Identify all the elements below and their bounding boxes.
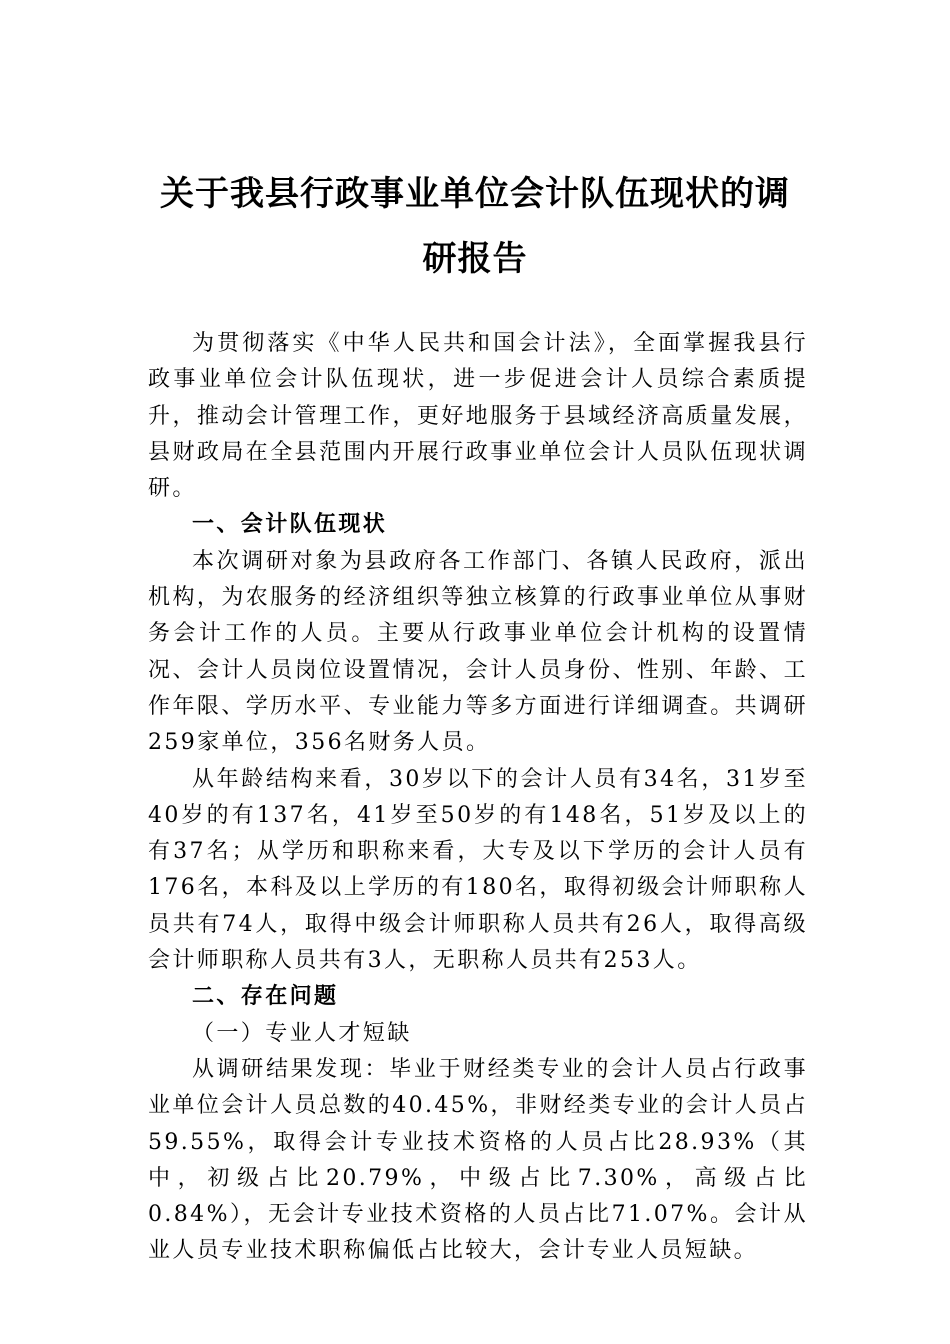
section-1-heading: 一、会计队伍现状 (192, 512, 388, 538)
intro-paragraph: 为贯彻落实《中华人民共和国会计法》，全面掌握我县行政事业单位会计队伍现状，进一步促进会计人员综合素质提升，推动会计管理工作，更好地服务于县域经济高质量发展，县财政局在全县范围内开展行政事业单位会计人员队伍现状调研。 (148, 331, 808, 502)
section-2-paragraph-1: 从调研结果发现：毕业于财经类专业的会计人员占行政事业单位会计人员总数的40.45%，非财经类专业的会计人员占59.55%，取得会计专业技术资格的人员占比28.93%（其中，初级占比20.79%，中级占比7.30%，高级占比0.84%），无会计专业技术资格的人员占比71.07%。会计从业人员专业技术职称偏低占比较大，会计专业人员短缺。 (148, 1056, 808, 1264)
document-body (148, 326, 808, 1270)
section-2-subheading-1: （一）专业人才短缺 (192, 1020, 412, 1046)
document-title-line-2: 研报告 (422, 239, 528, 279)
section-1-paragraph-2: 从年龄结构来看，30岁以下的会计人员有34名，31岁至40岁的有137名，41岁至50岁的有148名，51岁及以上的有37名；从学历和职称来看，大专及以下学历的会计人员有176名，本科及以上学历的有180名，取得初级会计师职称人员共有74人，取得中级会计师职称人员共有26人，取得高级会计师职称人员共有3人，无职称人员共有253人。 (148, 766, 808, 974)
document-title-line-1: 关于我县行政事业单位会计队伍现状的调 (160, 174, 790, 214)
section-2-heading: 二、存在问题 (192, 984, 339, 1010)
section-1-paragraph-1: 本次调研对象为县政府各工作部门、各镇人民政府，派出机构，为农服务的经济组织等独立核算的行政事业单位从事财务会计工作的人员。主要从行政事业单位会计机构的设置情况、会计人员岗位设置情况，会计人员身份、性别、年龄、工作年限、学历水平、专业能力等多方面进行详细调查。共调研259家单位，356名财务人员。 (148, 548, 808, 756)
